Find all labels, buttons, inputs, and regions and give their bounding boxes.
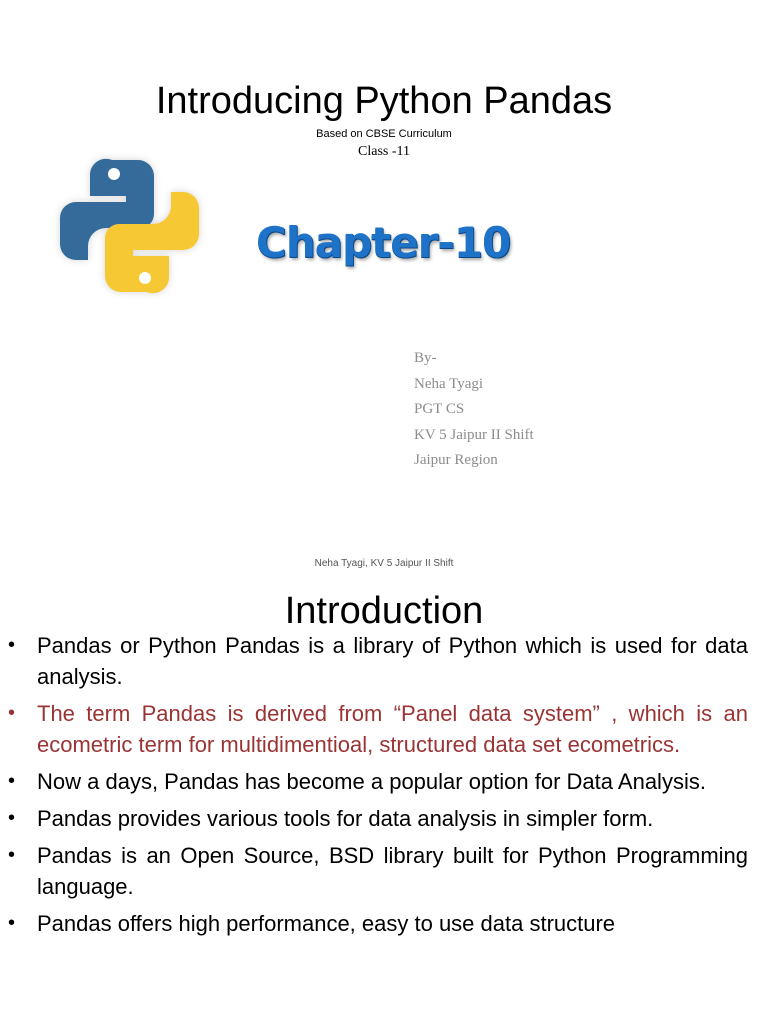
author-line: PGT CS — [414, 401, 465, 417]
slide-subtitle: Based on CBSE Curriculum — [316, 128, 452, 140]
list-item: • Now a days, Pandas has become a popular option for Data Analysis. — [0, 766, 768, 797]
author-line: KV 5 Jaipur II Shift — [414, 426, 534, 443]
slide-title: Introducing Python Pandas — [155, 80, 613, 122]
list-item: • Pandas is an Open Source, BSD library built for Python Programming language. — [0, 840, 768, 902]
list-item: • Pandas or Python Pandas is a library of Python which is used for data analysis. — [0, 630, 768, 692]
bullet-icon: • — [8, 770, 16, 792]
introduction-slide — [0, 580, 768, 1024]
bullet-icon: • — [8, 807, 16, 829]
bullet-list — [0, 630, 768, 945]
slide-title: Introduction — [284, 590, 484, 632]
chapter-heading: Chapter-10 — [256, 218, 511, 267]
author-line: Neha Tyagi — [414, 375, 484, 392]
python-logo-icon — [52, 146, 207, 306]
list-item: • Pandas provides various tools for data analysis in simpler form. — [0, 803, 768, 834]
bullet-icon: • — [8, 912, 16, 934]
bullet-icon: • — [8, 634, 16, 656]
author-line: Jaipur Region — [414, 452, 498, 468]
bullet-icon: • — [8, 844, 16, 866]
class-label: Class -11 — [358, 144, 410, 159]
list-item: • The term Pandas is derived from “Panel data system” , which is an ecometric term for multidimentioal, structured data set ecometrics. — [0, 698, 768, 760]
list-item: • Pandas offers high performance, easy to use data structure — [0, 908, 768, 939]
slide-footer: Neha Tyagi, KV 5 Jaipur II Shift — [314, 558, 454, 569]
author-line: By- — [414, 350, 437, 366]
author-block — [414, 346, 534, 474]
bullet-icon: • — [8, 702, 16, 724]
